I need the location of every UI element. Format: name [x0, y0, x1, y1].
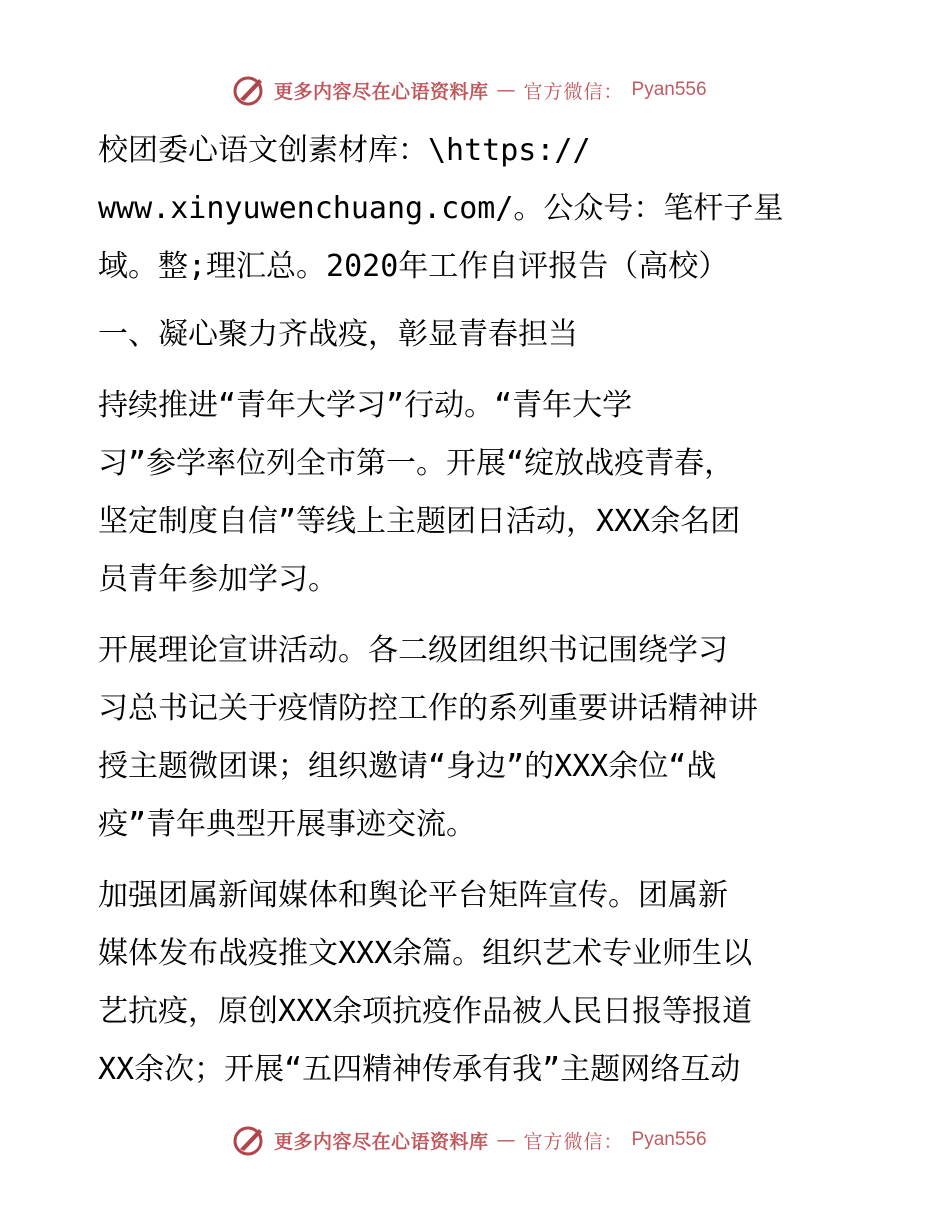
text-line: 艺抗疫，原创XXX余项抗疫作品被人民日报等报道 [98, 994, 753, 1029]
quill-logo-icon [232, 73, 266, 107]
watermark-official-label: 官方微信： [523, 1130, 624, 1153]
paragraph-intro [98, 122, 858, 296]
watermark-dash: — [496, 79, 516, 101]
header-watermark [232, 70, 752, 110]
paragraph-lectures [98, 622, 858, 854]
watermark-wechat-id: Pyan556 [631, 1129, 707, 1150]
text-line: 域。整;理汇总。2020年工作自评报告（高校） [98, 249, 729, 284]
text-line: 疫”青年典型开展事迹交流。 [98, 807, 477, 842]
footer-watermark [232, 1120, 752, 1160]
text-line: 加强团属新闻媒体和舆论平台矩阵宣传。团属新 [98, 878, 728, 913]
watermark-dash: — [496, 1129, 516, 1151]
quill-logo-icon [232, 1123, 266, 1157]
text-line: 习总书记关于疫情防控工作的系列重要讲话精神讲 [98, 691, 758, 726]
watermark-wechat-id: Pyan556 [631, 79, 707, 100]
text-line: 员青年参加学习。 [98, 562, 338, 597]
watermark-main-text: 更多内容尽在心语资料库 [274, 80, 489, 103]
text-line: 开展理论宣讲活动。各二级团组织书记围绕学习 [98, 633, 728, 668]
paragraph-study [98, 377, 858, 609]
watermark-official-label: 官方微信： [523, 80, 624, 103]
paragraph-media [98, 867, 858, 1099]
text-line: 坚定制度自信”等线上主题团日活动，XXX余名团 [98, 504, 741, 539]
watermark-main-text: 更多内容尽在心语资料库 [274, 1130, 489, 1153]
text-line: www.xinyuwenchuang.com/。公众号：笔杆子星 [98, 191, 784, 226]
text-line: 习”参学率位列全市第一。开展“绽放战疫青春， [98, 446, 735, 481]
document-body [98, 122, 858, 1099]
section-heading: 一、凝心聚力齐战疫，彰显青春担当 [98, 317, 578, 352]
paragraph-section-heading [98, 306, 858, 364]
text-line: XX余次；开展“五四精神传承有我”主题网络互动 [98, 1052, 741, 1087]
text-line: 持续推进“青年大学习”行动。“青年大学 [98, 388, 633, 423]
text-line: 媒体发布战疫推文XXX余篇。组织艺术专业师生以 [98, 936, 753, 971]
text-line: 校团委心语文创素材库：\https:// [98, 133, 591, 168]
text-line: 授主题微团课；组织邀请“身边”的XXX余位“战 [98, 749, 717, 784]
